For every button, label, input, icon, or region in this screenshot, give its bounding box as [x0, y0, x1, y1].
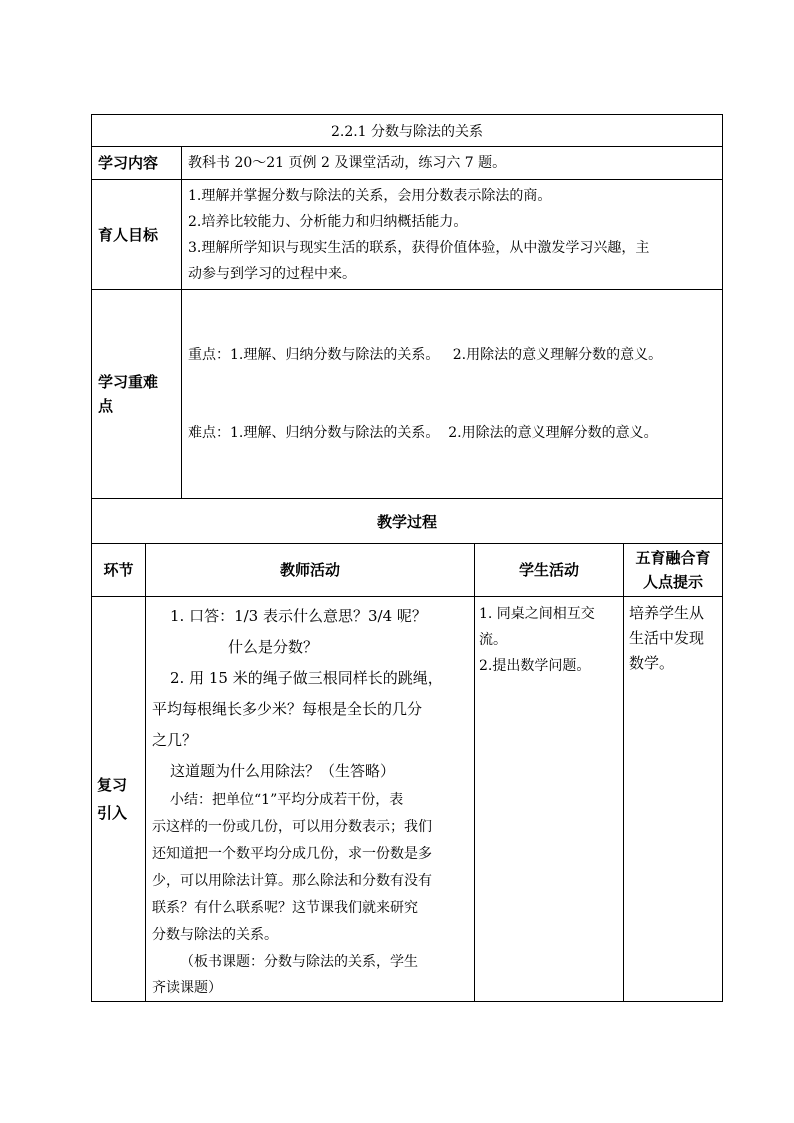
teacher-line: 小结：把单位“1”平均分成若干份，表: [170, 792, 404, 808]
teacher-line: 这道题为什么用除法？（生答略）: [170, 762, 396, 780]
learning-content-text: 教科书 20～21 页例 2 及课堂活动，练习六 7 题。: [182, 147, 723, 180]
review-intro-label: 复习 引入: [92, 597, 146, 1002]
student-activity-cell: [475, 597, 624, 1002]
goal-line: 3.理解所学知识与现实生活的联系，获得价值体验，从中激发学习兴趣，主: [188, 239, 650, 256]
student-activity-header: 学生活动: [475, 544, 624, 597]
education-tips-header: 五育融合育 人点提示: [624, 544, 723, 597]
education-goals-label: 育人目标: [92, 180, 182, 290]
difficult-point-line: 难点：1.理解、归纳分数与除法的关系。 2.用除法的意义理解分数的意义。: [188, 425, 658, 441]
teacher-line: 还知道把一个数平均分成几份，求一份数是多: [152, 846, 432, 862]
review-intro-row: [92, 597, 723, 1002]
lesson-title: 2.2.1 分数与除法的关系: [92, 115, 723, 147]
teacher-line: 分数与除法的关系。: [152, 927, 278, 943]
teacher-activity-header: 教师活动: [146, 544, 475, 597]
process-title: 教学过程: [92, 499, 723, 544]
stage-header: 环节: [92, 544, 146, 597]
key-point-line: 重点：1.理解、归纳分数与除法的关系。 2.用除法的意义理解分数的意义。: [188, 347, 663, 363]
education-goals-row: [92, 180, 723, 290]
tip-line: 数学。: [629, 654, 675, 672]
tip-line: 培养学生从: [629, 604, 705, 622]
teacher-line: 1. 口答：1/3 表示什么意思？3/4 呢？: [170, 607, 427, 625]
key-points-label: 学习重难 点: [92, 290, 182, 499]
process-header-row: [92, 544, 723, 597]
education-goals-text: [182, 180, 723, 290]
education-tips-cell: [624, 597, 723, 1002]
lesson-plan-table: [91, 114, 723, 1002]
key-points-row: [92, 290, 723, 499]
teacher-line: 平均每根绳长多少米？每根是全长的几分: [152, 700, 423, 718]
teacher-line: 之几？: [152, 731, 198, 749]
learning-content-row: [92, 147, 723, 180]
process-title-row: [92, 499, 723, 544]
learning-content-label: 学习内容: [92, 147, 182, 180]
goal-line: 1.理解并掌握分数与除法的关系，会用分数表示除法的商。: [188, 187, 552, 204]
tip-line: 生活中发现: [629, 629, 705, 647]
student-line: 2.提出数学问题。: [479, 658, 591, 674]
teacher-activity-cell: [146, 597, 475, 1002]
teacher-line: 示这样的一份或几份，可以用分数表示；我们: [152, 819, 432, 835]
teacher-line: 齐读课题）: [152, 980, 222, 996]
teacher-line: 少，可以用除法计算。那么除法和分数有没有: [152, 873, 432, 889]
teacher-line: 联系？有什么联系呢？这节课我们就来研究: [152, 900, 418, 916]
goal-line: 动参与到学习的过程中来。: [188, 265, 356, 282]
teacher-line: 什么是分数？: [228, 638, 319, 656]
student-line: 流。: [479, 632, 507, 648]
teacher-line: （板书课题：分数与除法的关系，学生: [180, 954, 418, 970]
teacher-line: 2. 用 15 米的绳子做三根同样长的跳绳，: [170, 669, 443, 687]
student-line: 1. 同桌之间相互交: [479, 606, 595, 622]
key-points-text: [182, 290, 723, 499]
title-row: [92, 115, 723, 147]
goal-line: 2.培养比较能力、分析能力和归纳概括能力。: [188, 213, 468, 230]
